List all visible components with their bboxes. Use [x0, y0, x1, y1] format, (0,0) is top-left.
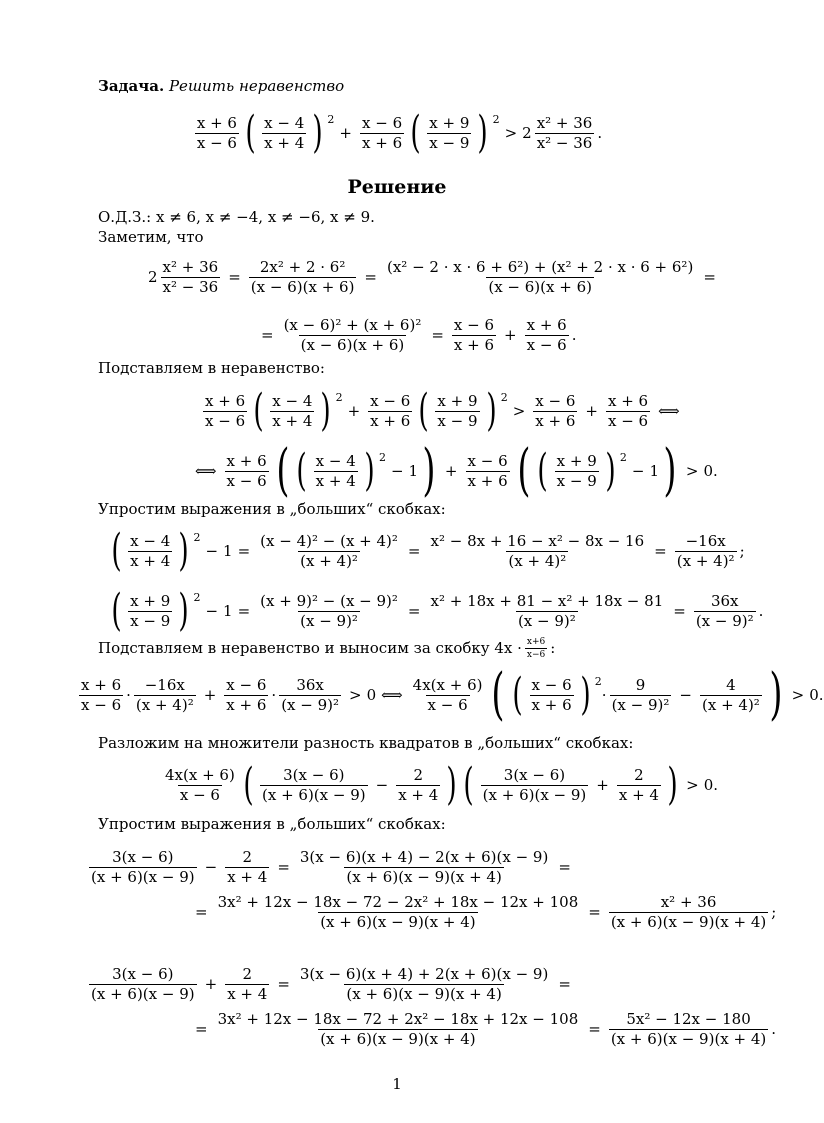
- substitute-line-2: Подставляем в неравенство и выносим за скобку 4x · $\frac{x+6}{x-6}$ :: [98, 636, 556, 660]
- equation-sum-2: = $\frac{\text{3x² + 12x − 18x − 72 + 2x² − 18x + 12x − 108}}{(x + 6)(x - 9)(x + 4)}$ = $\frac{\text{5x² − 12x − 180}}{(x + 6)(x - 9)(x + 4)}$ .: [195, 1009, 777, 1048]
- task-text: Решить неравенство: [168, 77, 345, 95]
- equation-simplify-a: ( $\frac{x - 4}{x + 4}$ ) 2 − 1 = $\frac{\text{(x − 4)² − (x + 4)²}}{\text{(x + 4)²}}$ = $\frac{\text{x² − 8x + 16 − x² − 8x − 16}}{\text{(x + 4)²}}$ = $\frac{-16x}{\text{(x + 4)²}}$ ;: [111, 525, 745, 576]
- equation-substitution-2: ⟺ $\frac{x + 6}{x - 6}$ ( ( $\frac{x - 4}{x + 4}$ ) 2 − 1 ) + $\frac{x - 6}{x + 6}$ ( ( $\frac{x + 9}{x - 9}$ ) 2 − 1 ) > 0.: [195, 438, 718, 503]
- equation-factor-out: $\frac{x + 6}{x - 6}$ · $\frac{-16x}{\text{(x + 4)²}}$ + $\frac{x - 6}{x + 6}$ · $\frac{36x}{\text{(x − 9)²}}$ > 0 ⟺ $\frac{4x(x + 6)}{x - 6}$ ( ( $\frac{x - 6}{x + 6}$ ) 2 · $\frac{9}{\text{(x − 9)²}}$ − $\frac{4}{\text{(x + 4)²}}$ ) > 0.: [81, 662, 824, 727]
- factor-text: Разложим на множители разность квадратов в „больших“ скобках:: [98, 734, 634, 752]
- odz-text: О.Д.З.: x ≠ 6, x ≠ −4, x ≠ −6, x ≠ 9.: [98, 208, 375, 226]
- equation-difference-2: = $\frac{\text{3x² + 12x − 18x − 72 − 2x² + 18x − 12x + 108}}{(x + 6)(x - 9)(x + 4)}$ = $\frac{\text{x² + 36}}{(x + 6)(x - 9)(x + 4)}$ ;: [195, 892, 777, 931]
- simplify-text-1: Упростим выражения в „больших“ скобках:: [98, 500, 446, 518]
- equation-identity-1: 2 $\frac{\text{x² + 36}}{\text{x² − 36}}$ = $\frac{\text{2x² + 2 · 6²}}{(x - 6)(x + 6)}$ = $\frac{\text{(x² − 2 · x · 6 + 6²) + (x² + 2 · x · 6 + 6²)}}{(x - 6)(x + 6)}$ =: [148, 257, 716, 296]
- equation-inequality: $\frac{x + 6}{x - 6}$ ( $\frac{x - 4}{x + 4}$ ) 2 + $\frac{x - 6}{x + 6}$ ( $\frac{x + 9}{x - 9}$ ) 2 > 2 $\frac{\text{x² + 36}}{\text{x² − 36}}$ .: [196, 107, 603, 158]
- equation-difference-1: $\frac{3(x - 6)}{(x + 6)(x - 9)}$ − $\frac{2}{x + 4}$ = $\frac{3(x - 6)(x + 4) - 2(x + 6)(x - 9)}{(x + 6)(x - 9)(x + 4)}$ =: [91, 847, 571, 886]
- equation-substitution-1: $\frac{x + 6}{x - 6}$ ( $\frac{x - 4}{x + 4}$ ) 2 + $\frac{x - 6}{x + 6}$ ( $\frac{x + 9}{x - 9}$ ) 2 > $\frac{x - 6}{x + 6}$ + $\frac{x + 6}{x - 6}$ ⟺: [205, 385, 680, 436]
- solution-title: Решение: [347, 176, 447, 198]
- simplify-text-2: Упростим выражения в „больших“ скобках:: [98, 815, 446, 833]
- task-label: Задача.: [98, 77, 165, 95]
- substitute-text-2: Подставляем в неравенство и выносим за скобку 4x ·: [98, 639, 522, 657]
- substitute-text-1: Подставляем в неравенство:: [98, 359, 325, 377]
- equation-identity-2: = $\frac{\text{(x − 6)² + (x + 6)²}}{(x - 6)(x + 6)}$ = $\frac{x - 6}{x + 6}$ + $\frac{x + 6}{x - 6}$ .: [261, 315, 577, 354]
- equation-factored: $\frac{4x(x + 6)}{x - 6}$ ( $\frac{3(x - 6)}{(x + 6)(x - 9)}$ − $\frac{2}{x + 4}$ ) ( $\frac{3(x - 6)}{(x + 6)(x - 9)}$ + $\frac{2}{x + 4}$ ) > 0.: [165, 759, 719, 810]
- equation-sum-1: $\frac{3(x - 6)}{(x + 6)(x - 9)}$ + $\frac{2}{x + 4}$ = $\frac{3(x - 6)(x + 4) + 2(x + 6)(x - 9)}{(x + 6)(x - 9)(x + 4)}$ =: [91, 964, 571, 1003]
- page-number: 1: [392, 1075, 402, 1093]
- equation-simplify-b: ( $\frac{x + 9}{x - 9}$ ) 2 − 1 = $\frac{\text{(x + 9)² − (x − 9)²}}{\text{(x − 9)²}}$ = $\frac{\text{x² + 18x + 81 − x² + 18x − 81}}{\text{(x − 9)²}}$ = $\frac{36x}{\text{(x − 9)²}}$ .: [111, 585, 764, 636]
- note-text: Заметим, что: [98, 228, 204, 246]
- task-heading: [98, 77, 344, 95]
